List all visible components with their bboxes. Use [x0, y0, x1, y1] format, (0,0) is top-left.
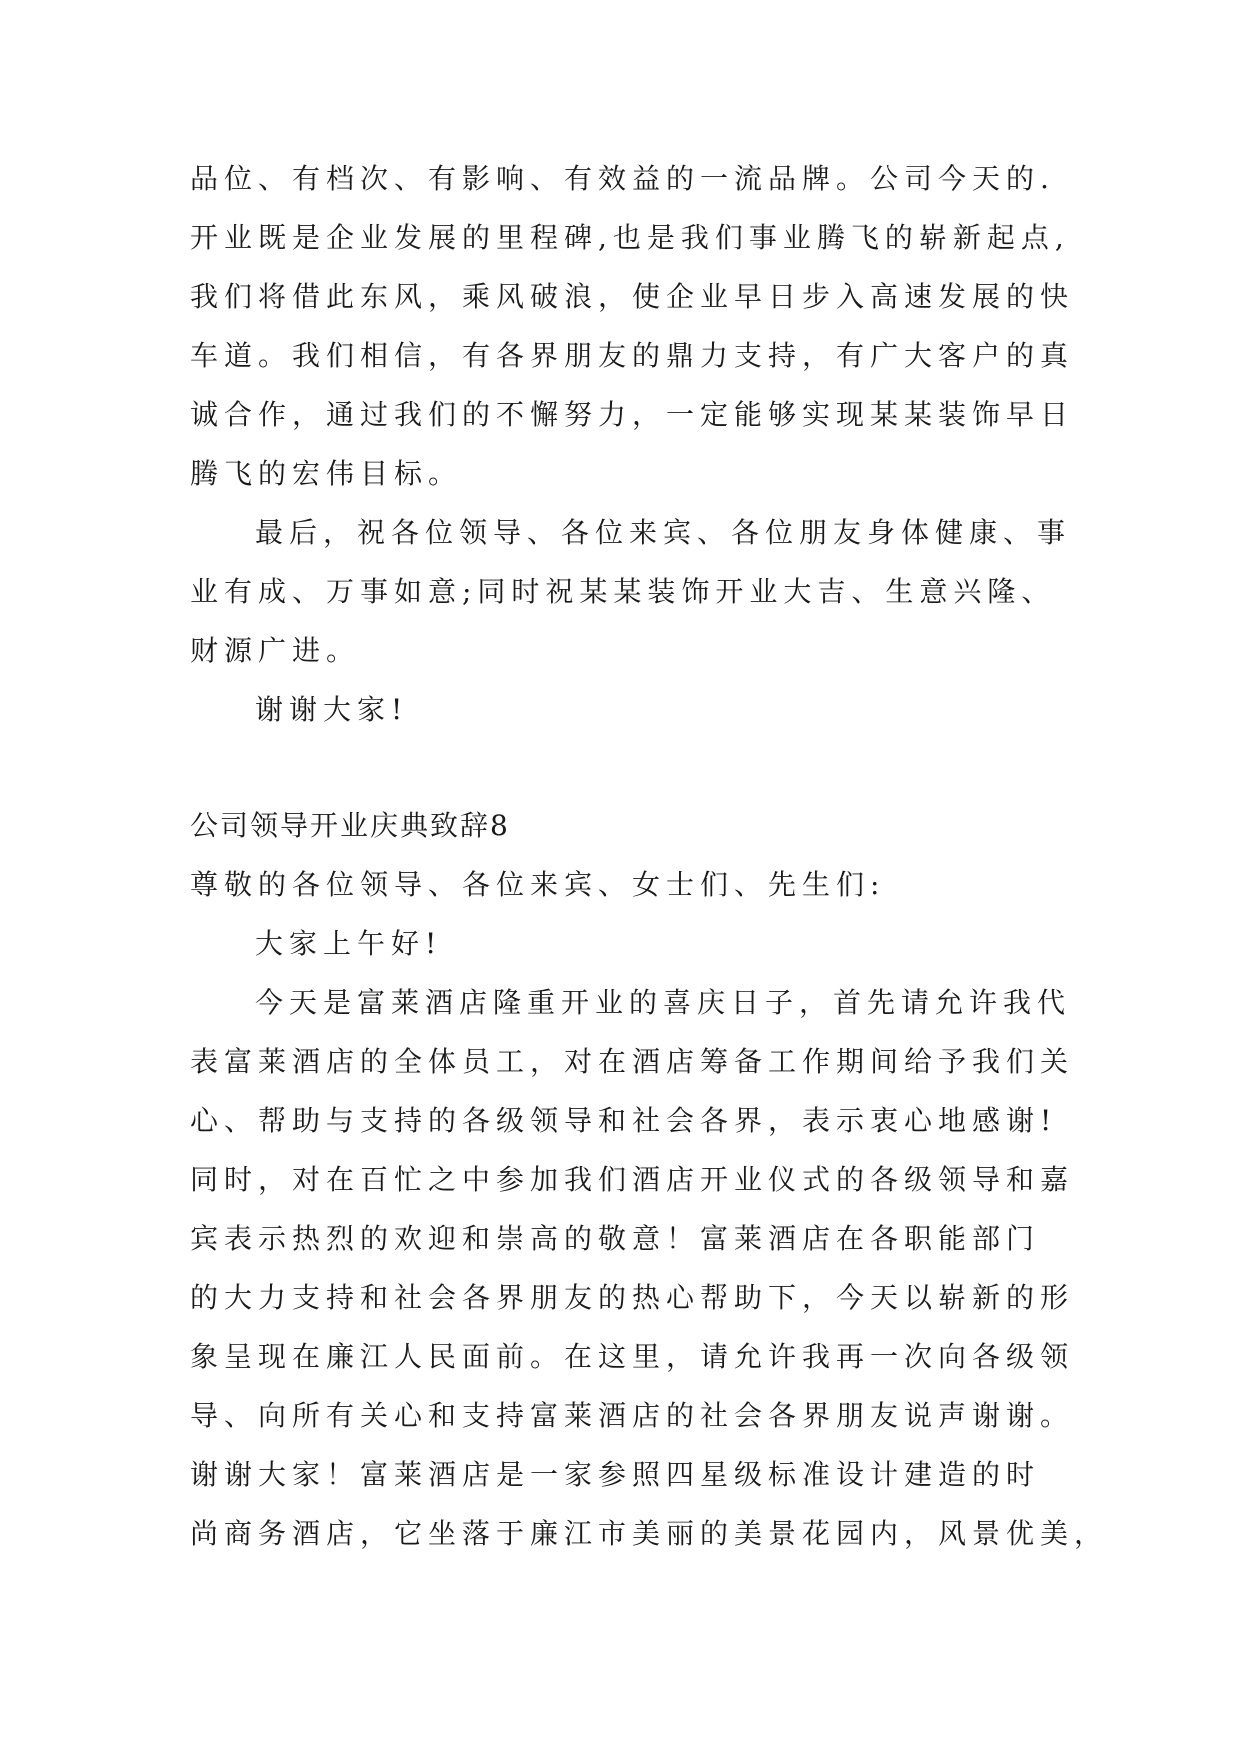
text-line: 腾飞的宏伟目标。	[190, 457, 463, 490]
closing-thanks: 谢谢大家!	[255, 693, 409, 726]
text-line: 诚合作，通过我们的不懈努力，一定能够实现某某装饰早日	[190, 398, 1075, 431]
text-line: 尚商务酒店，它坐落于廉江市美丽的美景花园内，风景优美，	[190, 1517, 1109, 1550]
text-line: 开业既是企业发展的里程碑,也是我们事业腾飞的崭新起点,	[190, 221, 1070, 254]
text-line: 导、向所有关心和支持富莱酒店的社会各界朋友说声谢谢。	[190, 1399, 1075, 1432]
salutation: 尊敬的各位领导、各位来宾、女士们、先生们:	[190, 868, 886, 901]
text-line: 车道。我们相信，有各界朋友的鼎力支持，有广大客户的真	[190, 339, 1075, 372]
text-line: 的大力支持和社会各界朋友的热心帮助下，今天以崭新的形	[190, 1281, 1075, 1314]
section-title: 公司领导开业庆典致辞8	[190, 809, 510, 842]
text-line: 品位、有档次、有影响、有效益的一流品牌。公司今天的.	[190, 162, 1055, 195]
text-line: 表富莱酒店的全体员工，对在酒店筹备工作期间给予我们关	[190, 1045, 1075, 1078]
text-line: 同时，对在百忙之中参加我们酒店开业仪式的各级领导和嘉	[190, 1163, 1075, 1196]
text-line: 宾表示热烈的欢迎和崇高的敬意！富莱酒店在各职能部门	[190, 1222, 1041, 1255]
paragraph-start-line: 最后，祝各位领导、各位来宾、各位朋友身体健康、事	[255, 516, 1072, 549]
text-line: 心、帮助与支持的各级领导和社会各界，表示衷心地感谢!	[190, 1104, 1058, 1137]
text-line: 谢谢大家！富莱酒店是一家参照四星级标准设计建造的时	[190, 1458, 1041, 1491]
greeting: 大家上午好!	[255, 927, 443, 960]
text-line: 我们将借此东风，乘风破浪，使企业早日步入高速发展的快	[190, 280, 1075, 313]
paragraph-start-line: 今天是富莱酒店隆重开业的喜庆日子，首先请允许我代	[255, 986, 1072, 1019]
text-line: 业有成、万事如意;同时祝某某装饰开业大吉、生意兴隆、	[190, 575, 1056, 608]
text-line: 象呈现在廉江人民面前。在这里，请允许我再一次向各级领	[190, 1340, 1075, 1373]
text-line: 财源广进。	[190, 634, 361, 667]
